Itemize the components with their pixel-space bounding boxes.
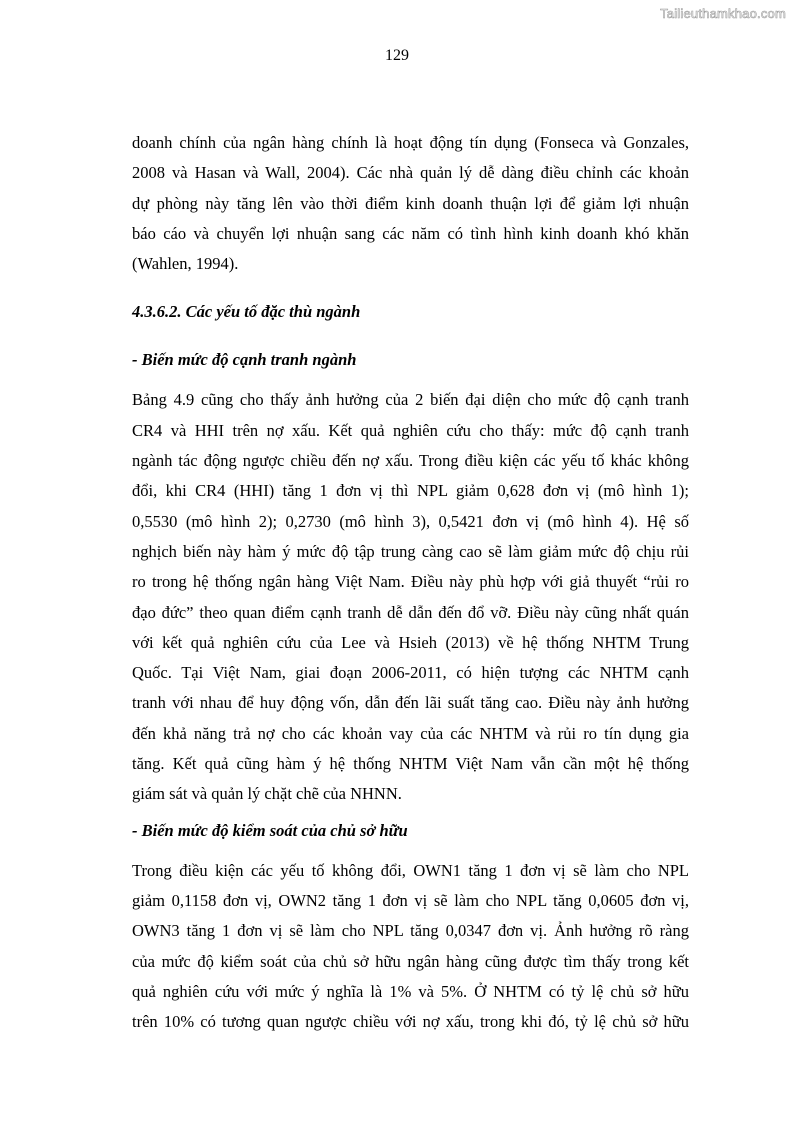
paragraph-competition: [132, 385, 689, 809]
text-line: báo cáo và chuyển lợi nhuận sang các năm có tình hình kinh doanh khó khăn: [132, 223, 689, 243]
paragraph-loan-provisions: [132, 128, 689, 279]
text-line: 2008 và Hasan và Wall, 2004). Các nhà quản lý dễ dàng điều chỉnh các khoản: [132, 163, 689, 183]
text-line: tăng. Kết quả cũng hàm ý hệ thống NHTM Việt Nam vẫn cần một hệ thống: [132, 754, 689, 774]
text-line: 0,5530 (mô hình 2); 0,2730 (mô hình 3), 0,5421 đơn vị (mô hình 4). Hệ số: [132, 511, 689, 531]
text-line: Trong điều kiện các yếu tố không đổi, OWN1 tăng 1 đơn vị sẽ làm cho NPL: [132, 860, 689, 880]
text-line: của mức độ kiểm soát của chủ sở hữu ngân hàng cũng được tìm thấy trong kết: [132, 951, 689, 971]
text-line: giảm 0,1158 đơn vị, OWN2 tăng 1 đơn vị sẽ làm cho NPL tăng 0,0605 đơn vị,: [132, 890, 689, 910]
text-line: quả nghiên cứu với mức ý nghĩa là 1% và 5%. Ở NHTM có tỷ lệ chủ sở hữu: [132, 981, 689, 1001]
subheading-ownership: - Biến mức độ kiểm soát của chủ sở hữu: [132, 820, 408, 840]
text-line: doanh chính của ngân hàng chính là hoạt động tín dụng (Fonseca và Gonzales,: [132, 133, 689, 152]
text-line: giám sát và quản lý chặt chẽ của NHNN.: [132, 784, 402, 804]
subheading-competition: - Biến mức độ cạnh tranh ngành: [132, 350, 357, 370]
page-body: [132, 128, 689, 1037]
text-line: ro trong hệ thống ngân hàng Việt Nam. Điều này phù hợp với giả thuyết “rủi ro: [132, 572, 689, 592]
text-line: CR4 và HHI trên nợ xấu. Kết quả nghiên cứu cho thấy: mức độ cạnh tranh: [132, 420, 689, 440]
text-line: OWN3 tăng 1 đơn vị sẽ làm cho NPL tăng 0,0347 đơn vị. Ảnh hưởng rõ ràng: [132, 921, 689, 941]
text-line: đổi, khi CR4 (HHI) tăng 1 đơn vị thì NPL giảm 0,628 đơn vị (mô hình 1);: [132, 481, 689, 501]
text-line: tranh với nhau để huy động vốn, dẫn đến lãi suất tăng cao. Điều này ảnh hưởng: [132, 693, 689, 713]
paragraph-ownership: [132, 856, 689, 1038]
text-line: với kết quả nghiên cứu của Lee và Hsieh (2013) về hệ thống NHTM Trung: [132, 632, 689, 652]
section-heading-industry-factors: 4.3.6.2. Các yếu tố đặc thù ngành: [132, 302, 361, 322]
text-line: nghịch biến này hàm ý mức độ tập trung càng cao sẽ làm giảm mức độ chịu rủi: [132, 541, 689, 561]
text-line: (Wahlen, 1994).: [132, 254, 239, 274]
watermark: Tailieuthamkhao.com: [660, 6, 786, 21]
text-line: đến khả năng trả nợ cho các khoản vay của các NHTM và rủi ro tín dụng gia: [132, 723, 689, 743]
page-number: 129: [385, 47, 409, 64]
text-line: dự phòng này tăng lên vào thời điểm kinh doanh thuận lợi để giảm lợi nhuận: [132, 193, 689, 213]
text-line: trên 10% có tương quan ngược chiều với nợ xấu, trong khi đó, tỷ lệ chủ sở hữu: [132, 1012, 689, 1032]
text-line: Quốc. Tại Việt Nam, giai đoạn 2006-2011, có hiện tượng các NHTM cạnh: [132, 663, 689, 683]
text-line: ngành tác động ngược chiều đến nợ xấu. Trong điều kiện các yếu tố khác không: [132, 451, 689, 471]
text-line: Bảng 4.9 cũng cho thấy ảnh hưởng của 2 biến đại diện cho mức độ cạnh tranh: [132, 390, 689, 410]
text-line: đạo đức” theo quan điểm cạnh tranh dễ dẫn đến đổ vỡ. Điều này cũng nhất quán: [132, 602, 689, 622]
